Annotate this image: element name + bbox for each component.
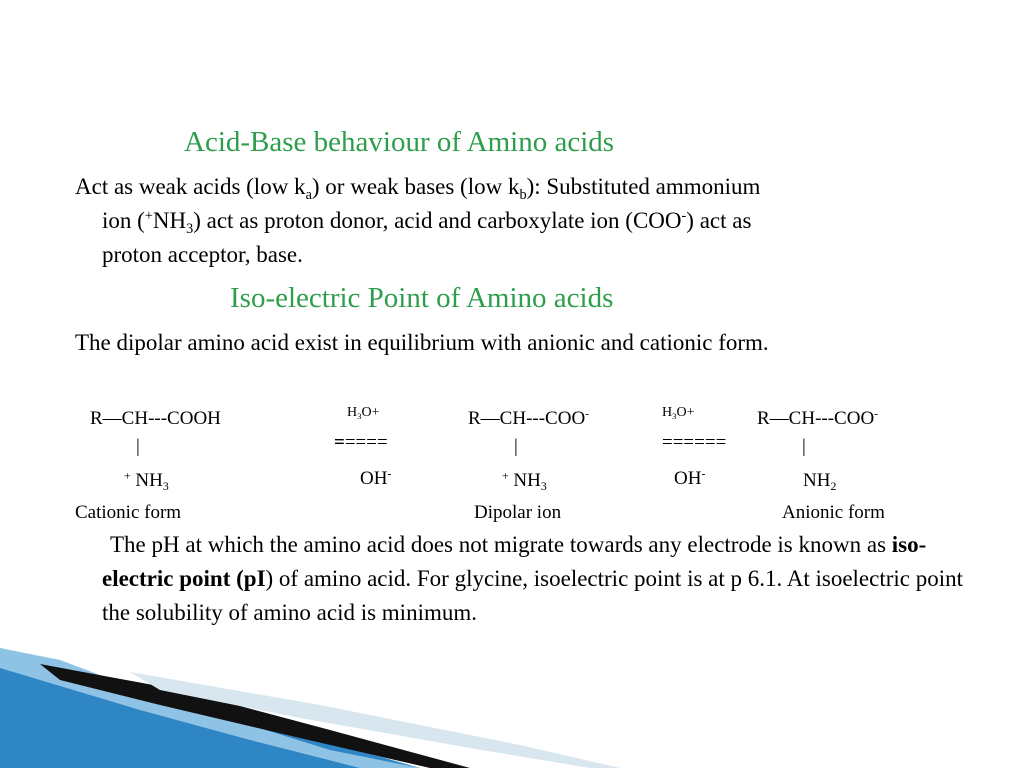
superscript-minus: -	[681, 208, 687, 225]
text-segment: NH	[803, 470, 831, 491]
para-dipolar: The dipolar amino acid exist in equilibrium with anionic and cationic form.	[75, 330, 769, 355]
text-segment: O+	[676, 405, 695, 420]
subscript-3: 3	[672, 411, 677, 422]
heading-isoelectric: Iso-electric Point of Amino acids	[230, 282, 614, 314]
superscript-plus: +	[144, 208, 153, 225]
text-segment: NH	[152, 208, 187, 233]
superscript-minus: -	[701, 467, 706, 481]
anionic-formula-top	[757, 408, 878, 430]
oh-right	[674, 468, 705, 490]
para-acid-base-line1	[75, 170, 760, 204]
para-isoelectric-point	[102, 528, 972, 630]
superscript-minus: -	[585, 407, 590, 421]
text-segment: Act as weak acids (low k	[75, 174, 306, 199]
subscript-b: b	[519, 186, 527, 203]
cationic-bond: |	[136, 436, 140, 457]
equilibrium-arrow-left	[334, 432, 388, 454]
text-segment: O+	[361, 405, 380, 420]
subscript-3: 3	[162, 480, 169, 494]
text-segment: NH	[135, 470, 163, 491]
text-segment: =	[334, 432, 345, 453]
h3o-left	[347, 405, 379, 421]
cationic-formula-top: R—CH---COOH	[90, 408, 221, 429]
text-segment: ) act as	[686, 208, 752, 233]
text-segment: ion (	[102, 208, 145, 233]
subscript-3: 3	[357, 411, 362, 422]
text-segment: R—CH---COO	[757, 408, 875, 429]
subscript-a: a	[305, 186, 312, 203]
text-segment: H	[347, 405, 358, 420]
subscript-3: 3	[186, 220, 194, 237]
heading-acid-base: Acid-Base behaviour of Amino acids	[184, 126, 615, 158]
text-segment: ) of amino acid. For glycine, isoelectric point is at p 6.1. At isoelectric point the solubility of amino acid is minimum.	[102, 566, 964, 625]
anionic-bond: |	[802, 436, 806, 457]
subscript-2: 2	[830, 480, 837, 494]
text-segment: ): Substituted ammonium	[526, 174, 761, 199]
text-segment: R—CH---COO	[468, 408, 586, 429]
text-segment: OH	[360, 468, 388, 489]
equilibrium-arrow-right: ======	[662, 432, 727, 453]
text-segment: OH	[674, 468, 702, 489]
superscript-plus: +	[502, 469, 509, 483]
subscript-3: 3	[540, 480, 547, 494]
text-segment: ) or weak bases (low k	[311, 174, 520, 199]
text-segment: ) act as proton donor, acid and carboxylate ion (COO	[193, 208, 682, 233]
para-acid-base-line2	[102, 204, 751, 238]
text-segment: H	[662, 405, 673, 420]
dipolar-bond: |	[514, 436, 518, 457]
label-anionic-form: Anionic form	[782, 502, 885, 523]
label-dipolar-ion: Dipolar ion	[474, 502, 562, 523]
para-acid-base-line3: proton acceptor, base.	[102, 242, 303, 267]
h3o-right	[662, 405, 694, 421]
superscript-plus: +	[124, 469, 131, 483]
superscript-minus: -	[387, 467, 392, 481]
dipolar-nh3	[502, 470, 547, 492]
text-segment: NH	[513, 470, 541, 491]
cationic-nh3	[124, 470, 169, 492]
oh-left	[360, 468, 391, 490]
text-segment: ====	[344, 432, 388, 453]
label-cationic-form: Cationic form	[75, 502, 182, 523]
term-isoelectric-point: iso-electric point (pI	[102, 532, 927, 591]
anionic-nh2	[803, 470, 836, 492]
text-segment: The pH at which the amino acid does not migrate towards any electrode is known as	[110, 532, 892, 557]
superscript-minus: -	[874, 407, 879, 421]
dipolar-formula-top	[468, 408, 589, 430]
